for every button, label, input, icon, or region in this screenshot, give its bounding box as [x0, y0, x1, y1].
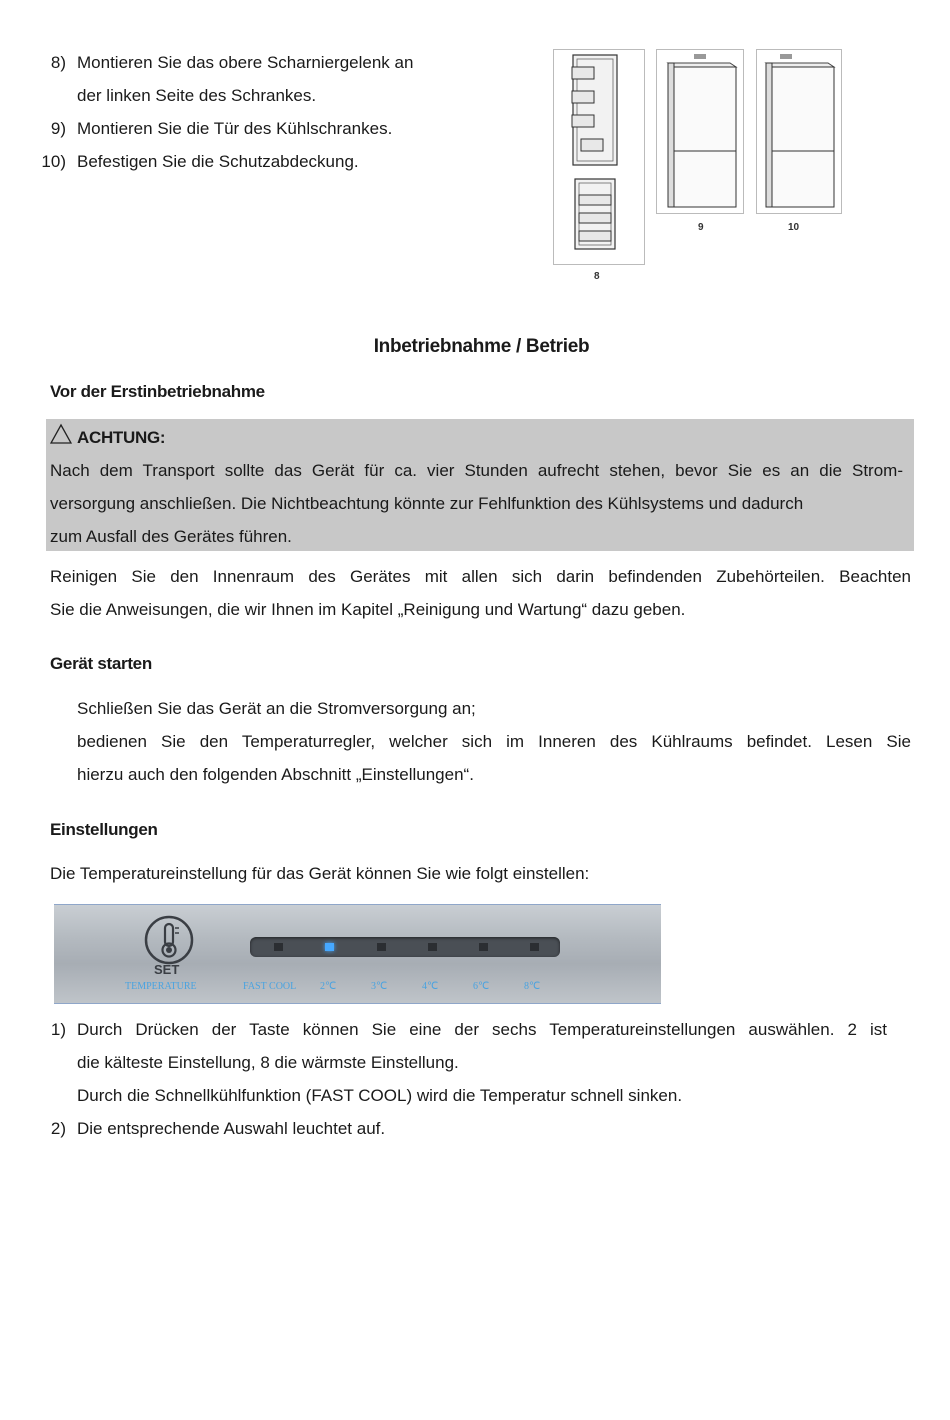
warning-line: versorgung anschließen. Die Nichtbeachtung könnte zur Fehlfunktion des Kühlsystems und dadurch: [50, 494, 804, 513]
figure-caption-8: 8: [594, 271, 600, 282]
label-3c: 3℃: [371, 981, 388, 992]
temperature-label: TEMPERATURE: [125, 981, 197, 992]
step-text: Befestigen Sie die Schutzabdeckung.: [77, 152, 359, 171]
door-assembly-illustration: [553, 49, 645, 265]
door-parts-icon: [553, 49, 645, 265]
step-number: 1): [50, 1020, 66, 1039]
step-text: Montieren Sie das obere Scharniergelenk an: [77, 53, 414, 72]
heading-before-first-use: Vor der Erstinbetriebnahme: [50, 382, 265, 401]
led-2c: [325, 943, 334, 951]
figure-caption-10: 10: [788, 222, 800, 233]
led-6c: [479, 943, 488, 951]
led-4c: [428, 943, 437, 951]
step-number: 8): [50, 53, 66, 72]
body-text-line: bedienen Sie den Temperaturregler, welcher sich im Inneren des Kühlraums befindet. Lesen Sie: [77, 732, 911, 751]
body-text-line: Schließen Sie das Gerät an die Stromversorgung an;: [77, 699, 476, 718]
step-text: Montieren Sie die Tür des Kühlschrankes.: [77, 119, 393, 138]
step-text: Durch die Schnellkühlfunktion (FAST COOL) wird die Temperatur schnell sinken.: [77, 1086, 683, 1105]
body-text-line: Reinigen Sie den Innenraum des Gerätes mit allen sich darin befindenden Zubehörteilen. Beachten: [50, 567, 911, 586]
led-indicator-bar: [250, 937, 560, 957]
section-title: Inbetriebnahme / Betrieb: [373, 336, 590, 357]
step-text: der linken Seite des Schrankes.: [77, 86, 317, 105]
warning-title: [77, 427, 165, 449]
body-text-line: Sie die Anweisungen, die wir Ihnen im Kapitel „Reinigung und Wartung“ dazu geben.: [50, 600, 686, 619]
led-8c: [530, 943, 539, 951]
heading-settings: Einstellungen: [50, 820, 158, 839]
label-8c: 8℃: [524, 981, 541, 992]
set-label: SET: [154, 962, 180, 977]
thermometer-icon: [142, 913, 196, 967]
fridge-illustration-10: [756, 49, 842, 214]
label-4c: 4℃: [422, 981, 439, 992]
led-3c: [377, 943, 386, 951]
warning-title-text: ACHTUNG:: [77, 428, 166, 447]
figure-caption-9: 9: [698, 222, 704, 233]
label-fast-cool: FAST COOL: [243, 981, 297, 992]
fridge-icon: [656, 49, 744, 214]
label-6c: 6℃: [473, 981, 490, 992]
step-number: 10): [41, 152, 66, 171]
step-text: die kälteste Einstellung, 8 die wärmste Einstellung.: [77, 1053, 459, 1072]
step-text: Durch Drücken der Taste können Sie eine der sechs Temperatureinstellungen auswählen. 2 ist: [77, 1020, 887, 1039]
fridge-illustration-9: [656, 49, 744, 214]
warning-line: Nach dem Transport sollte das Gerät für ca. vier Stunden aufrecht stehen, bevor Sie es an die Strom-: [50, 461, 903, 480]
control-panel: [54, 904, 661, 1004]
step-number: 9): [50, 119, 66, 138]
label-2c: 2℃: [320, 981, 337, 992]
heading-start-device: Gerät starten: [50, 654, 152, 673]
warning-line: zum Ausfall des Gerätes führen.: [50, 527, 292, 546]
body-text-line: hierzu auch den folgenden Abschnitt „Einstellungen“.: [77, 765, 474, 784]
fridge-icon: [756, 49, 842, 214]
led-fast-cool: [274, 943, 283, 951]
step-number: 2): [50, 1119, 66, 1138]
settings-intro: Die Temperatureinstellung für das Gerät können Sie wie folgt einstellen:: [50, 864, 590, 883]
step-text: Die entsprechende Auswahl leuchtet auf.: [77, 1119, 386, 1138]
warning-triangle-icon: [50, 423, 72, 445]
